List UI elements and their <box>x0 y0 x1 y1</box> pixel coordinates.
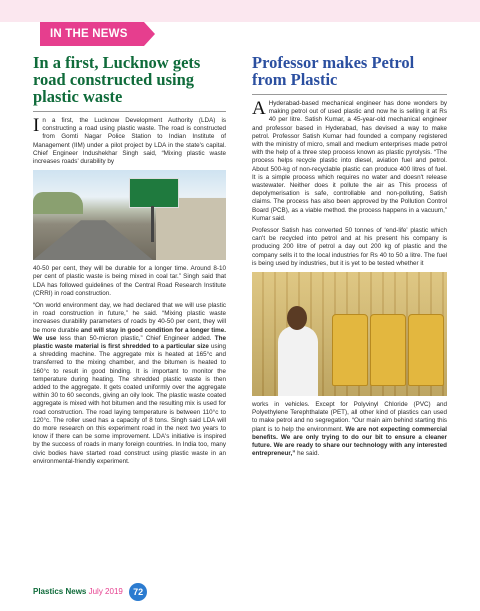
left-article <box>33 54 226 470</box>
right-article <box>252 54 447 462</box>
left-dropcap: I <box>33 115 40 136</box>
right-paragraph-3: works in vehicles. Except for Polyvinyl Chloride (PVC) and Polyethylene Terephthalate (PET), all other kind of plastics can used to make petrol and no segregation. “Our main aim behind starting this plant is to help the environment. We are not expecting commercial benefits. We are only trying to do our bit to ensure a cleaner future. We are ready to share our technology with any interested entrepreneur,” he said. <box>252 401 447 458</box>
left-headline: In a first, Lucknow gets road constructed using plastic waste <box>33 53 201 106</box>
section-tag: IN THE NEWS <box>40 22 144 46</box>
professor-head <box>287 306 307 330</box>
fuel-bottle-2 <box>370 314 406 386</box>
right-dropcap: A <box>252 98 266 119</box>
right-headline: Professor makes Petrol from Plastic <box>252 53 415 89</box>
trees-shape <box>33 192 83 214</box>
professor-photo <box>252 272 447 396</box>
professor-figure <box>278 326 318 396</box>
page-footer <box>33 583 147 601</box>
footer-date: July 2019 <box>88 587 123 597</box>
footer-brand: Plastics News <box>33 587 87 597</box>
fuel-bottle-1 <box>332 314 368 386</box>
road-shape <box>33 220 153 260</box>
top-band <box>0 0 480 22</box>
road-photo <box>33 170 226 260</box>
left-paragraph-2: 40-50 per cent, they will be durable for a longer time. Around 8-10 per cent of plastic waste is being mixed in coal tar.” Singh said that LDA has followed guidelines of the Central Road Research Institute (CRRI) in road construction. <box>33 265 226 297</box>
sign-pole-shape <box>151 206 154 242</box>
left-paragraph-1: In a first, the Lucknow Development Authority (LDA) is constructing a road using plastic waste. The road is constructed from Gomti Nagar Police Station to Indian Institute of Management (IIM) under a pilot project by LDA in the state's capital. Chief Engineer Indushekhar Singh said, “Mixing plastic waste increases roads' durability by <box>33 115 226 166</box>
left-paragraph-3: “On world environment day, we had declared that we will use plastic in road construction in future,” he said. “Mixing plastic waste increases durability parameters of roads by 40-50 per cent, they will be more durable and will stay in good condition for a longer time. We use less than 50-micron plastic,” Chief Engineer added. The plastic waste material is first shredded to a particular size using a shredding machine. The aggregate mix is heated at 165°c and transferred to the mixing chamber, and the bitumen is heated to 160°c to result in good binding. It is important to monitor the temperature during heating. The shredded plastic waste is then added to the aggregate. It gets coated uniformly over the aggregate within 30 to 60 seconds, giving an oily look. The plastic waste coated aggregate is mixed with hot bitumen and the resulting mix is used for road construction. The road laying temperature is between 110°c to 120°c. The roller used has a capacity of 8 tons. Singh said LDA will do more research on this experiment road in the next two years to know if there can be some improvement. LDA's initiative is inspired by the success of roads in many foreign countries. In India too, many civic bodies have started road construct using plastic waste in an environmental-friendly experiment. <box>33 302 226 465</box>
right-paragraph-2: Professor Satish has converted 50 tonnes of ‘end-life' plastic which can't be recycled into petrol and at his present his company is producing 200 litre of petrol a day out 200 kg of plastic and the company sells it to the local industries for Rs 40 to 50 a litre. The fuel is being used by industries, but it is yet to be tested whether it <box>252 227 447 267</box>
signboard-shape <box>129 178 179 208</box>
page-number: 72 <box>129 583 147 601</box>
right-divider <box>252 94 447 95</box>
fuel-bottle-3 <box>408 314 444 386</box>
right-paragraph-1: A Hyderabad-based mechanical engineer has done wonders by making petrol out of used plastic and now he is selling it at Rs 40 per litre. Satish Kumar, a 45-year-old mechanical engineer and professor based in Hyderabad, has devised a way to make petrol. Professor Satish Kumar had founded a company registered with the ministry of micro, small and medium enterprises made petrol with the help of a three step process known as plastic pyrolysis. “The process helps recycle plastic into diesel, aviation fuel and petrol. About 500-kg of non-recyclable plastic can produce 400 litres of fuel. It is a simple process which requires no water and doesn't release wastewater. Neither does it pollute the air as This process of depolymerisation is safe, controllable and non-polluting, Satish claims. The process has also been approved by the Pollution Control Board (PCB), as a viable method. the process happens in a vacuum,” Kumar said. <box>252 98 447 222</box>
left-divider <box>33 111 226 112</box>
